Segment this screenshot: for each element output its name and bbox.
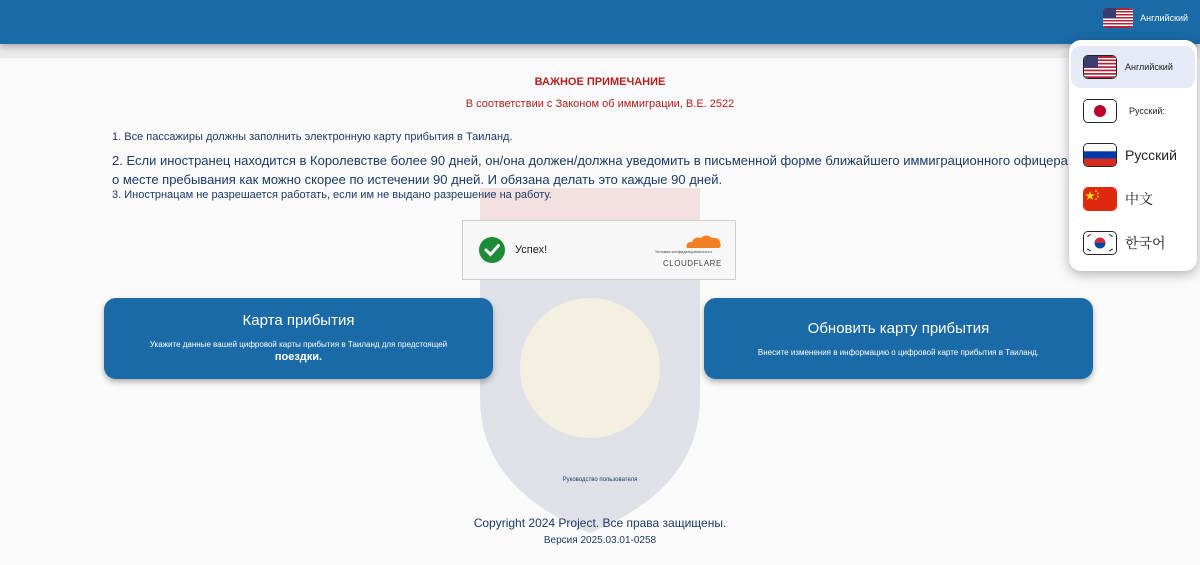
notice-rule-2: 2. Если иностранец находится в Королевстве более 90 дней, он/она должен/должна уведомить в письменной форме ближайшего иммиграционного офицера о месте пребывания как можно скорее по истечении 90 дней. И обязана делать это каждые 90 дней. <box>112 153 1068 187</box>
version-text: Версия 2025.03.01-0258 <box>543 535 657 546</box>
language-option-russian[interactable] <box>1069 134 1197 176</box>
language-selected-label: Английский <box>1140 13 1188 23</box>
main-card <box>0 58 1200 565</box>
language-option-chinese[interactable] <box>1069 178 1197 220</box>
language-option-label: Русский <box>1125 147 1177 163</box>
update-card-description: Внесите изменения в информацию о цифровой карте прибытия в Таиланд. <box>757 348 1040 357</box>
user-guide-link[interactable]: Руководство пользователя <box>562 477 638 483</box>
us-flag-icon <box>1083 55 1117 79</box>
cloudflare-cloud-icon <box>683 233 723 249</box>
notice-rule-3: 3. Инострнацам не разрешается работать, если им не выдано разрешение на работу. <box>112 189 552 201</box>
arrival-card-button[interactable] <box>104 298 493 379</box>
russia-flag-icon <box>1083 143 1117 167</box>
language-option-english[interactable] <box>1071 46 1195 88</box>
notice-title: ВАЖНОЕ ПРИМЕЧАНИЕ <box>534 76 666 88</box>
language-selector[interactable] <box>1103 8 1188 28</box>
korea-flag-icon <box>1083 231 1117 255</box>
language-option-label: 中文 <box>1125 191 1153 207</box>
us-flag-icon <box>1103 8 1133 28</box>
language-option-label: Русский: <box>1129 106 1165 116</box>
top-bar <box>0 0 1200 44</box>
language-dropdown <box>1069 40 1197 271</box>
cloudflare-brand: CLOUDFLARE <box>663 259 722 268</box>
language-option-japanese[interactable] <box>1069 90 1197 132</box>
arrival-card-description: Укажите данные вашей цифровой карты прибытия в Таиланд для предстоящей <box>149 340 448 349</box>
language-option-korean[interactable] <box>1069 222 1197 264</box>
language-option-label: Английский <box>1125 62 1173 72</box>
china-flag-icon <box>1083 187 1117 211</box>
arrival-card-description-end: поездки. <box>274 351 323 363</box>
update-arrival-card-button[interactable] <box>704 298 1093 379</box>
arrival-card-title: Карта прибытия <box>242 312 355 329</box>
notice-rule-1: 1. Все пассажиры должны заполнить электронную карту прибытия в Таиланд. <box>112 131 513 143</box>
language-option-label: 한국어 <box>1125 235 1166 251</box>
captcha-status: Успех! <box>515 244 548 256</box>
captcha-privacy-link[interactable]: Условия конфиденциальности <box>655 249 712 254</box>
japan-flag-icon <box>1083 99 1117 123</box>
update-card-title: Обновить карту прибытия <box>807 320 990 337</box>
success-check-icon <box>479 237 505 263</box>
cloudflare-captcha <box>462 220 736 280</box>
notice-subtitle: В соответствии с Законом об иммиграции, B.E. 2522 <box>465 98 735 110</box>
copyright-text: Copyright 2024 Project. Все права защищены. <box>473 516 727 530</box>
